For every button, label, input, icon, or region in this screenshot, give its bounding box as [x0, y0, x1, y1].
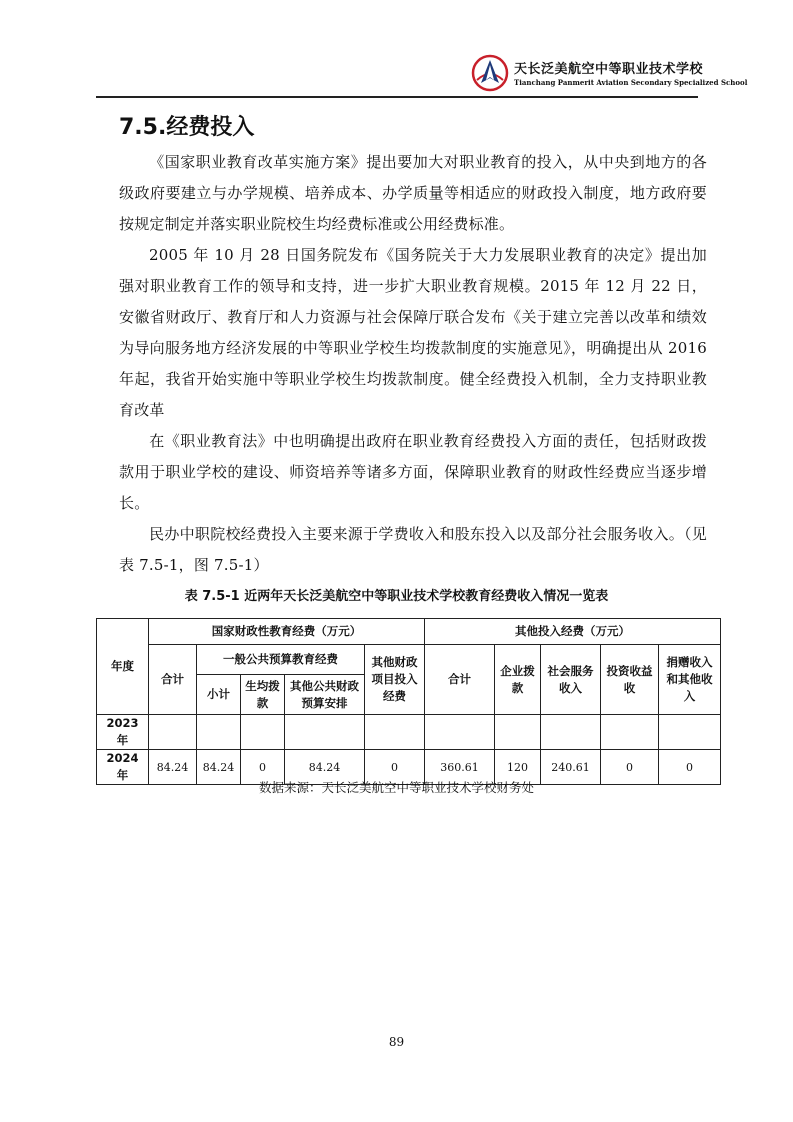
table-header-row-2: [97, 645, 721, 675]
paragraph-1-text: 《国家职业教育改革实施方案》提出要加大对职业教育的投入，从中央到地方的各级政府要建立与办学规模、培养成本、办学质量等相适应的财政投入制度，地方政府要按规定制定并落实职业院校生均经费标准或公用经费标准。: [119, 153, 707, 233]
header-national-funds: 国家财政性教育经费（万元）: [149, 619, 425, 645]
row-year: 2023 年: [97, 715, 149, 750]
cell-national-total: [149, 715, 197, 750]
header-donation: 捐赠收入和其他收入: [659, 645, 721, 715]
header-per-student: 生均拨款: [241, 675, 285, 715]
header-social-service: 社会服务收入: [541, 645, 601, 715]
header-year: 年度: [97, 619, 149, 715]
header-subtotal: 小计: [197, 675, 241, 715]
section-title: 7.5.经费投入: [119, 115, 255, 140]
header-general-public-budget: 一般公共预算教育经费: [197, 645, 365, 675]
paragraph-3: [119, 426, 707, 519]
cell-social-service: [541, 715, 601, 750]
row-year: 2024 年: [97, 750, 149, 785]
cell-enterprise: [495, 715, 541, 750]
paragraph-1: [119, 147, 707, 240]
cell-other-public: 84.24: [285, 750, 365, 785]
table-row-2023: [97, 715, 721, 750]
funding-table: [96, 618, 721, 785]
cell-donation: [659, 715, 721, 750]
cell-national-total: 84.24: [149, 750, 197, 785]
paragraph-4: [119, 519, 707, 581]
cell-other-fiscal: 0: [365, 750, 425, 785]
table-header-row-1: [97, 619, 721, 645]
paragraph-3-text: 在《职业教育法》中也明确提出政府在职业教育经费投入方面的责任，包括财政拨款用于职业学校的建设、师资培养等诸多方面，保障职业教育的财政性经费应当逐步增长。: [119, 432, 707, 512]
school-name-cn: 天长泛美航空中等职业技术学校: [514, 62, 704, 77]
paragraph-2-text: 2005 年 10 月 28 日国务院发布《国务院关于大力发展职业教育的决定》提出加强对职业教育工作的领导和支持，进一步扩大职业教育规模。2015 年 12 月 22 日，安徽省财政厅、教育厅和人力资源与社会保障厅联合发布《关于建立完善以改革和绩效为导向服务地方经济发展的中等职业学校生均拨款制度的实施意见》，明确提出从 2016 年起，我省开始实施中等职业学校生均拨款制度。健全经费投入机制，全力支持职业教育改革: [119, 246, 707, 419]
header-national-total: 合计: [149, 645, 197, 715]
header-other-fiscal: 其他财政项目投入经费: [365, 645, 425, 715]
cell-other-public: [285, 715, 365, 750]
cell-other-total: 360.61: [425, 750, 495, 785]
header-other-funds: 其他投入经费（万元）: [425, 619, 721, 645]
header-enterprise: 企业拨款: [495, 645, 541, 715]
school-name-en: Tianchang Panmerit Aviation Secondary Specialized School: [514, 78, 748, 87]
header-rule: [96, 96, 698, 98]
cell-per-student: 0: [241, 750, 285, 785]
cell-investment: [601, 715, 659, 750]
cell-other-total: [425, 715, 495, 750]
cell-donation: 0: [659, 750, 721, 785]
paragraph-4-text: 民办中职院校经费投入主要来源于学费收入和股东投入以及部分社会服务收入。（见表 7.5-1，图 7.5-1）: [119, 525, 707, 574]
cell-other-fiscal: [365, 715, 425, 750]
cell-social-service: 240.61: [541, 750, 601, 785]
page-number: 89: [388, 1035, 405, 1049]
page-header: [96, 48, 748, 98]
header-other-public: 其他公共财政预算安排: [285, 675, 365, 715]
cell-per-student: [241, 715, 285, 750]
cell-subtotal: 84.24: [197, 750, 241, 785]
school-logo-icon: [471, 54, 509, 92]
header-other-total: 合计: [425, 645, 495, 715]
table-source-note: 数据来源：天长泛美航空中等职业技术学校财务处: [258, 780, 534, 795]
cell-enterprise: 120: [495, 750, 541, 785]
cell-subtotal: [197, 715, 241, 750]
cell-investment: 0: [601, 750, 659, 785]
header-investment: 投资收益收: [601, 645, 659, 715]
paragraph-2: [119, 240, 707, 426]
table-caption: 表 7.5-1 近两年天长泛美航空中等职业技术学校教育经费收入情况一览表: [184, 589, 609, 604]
